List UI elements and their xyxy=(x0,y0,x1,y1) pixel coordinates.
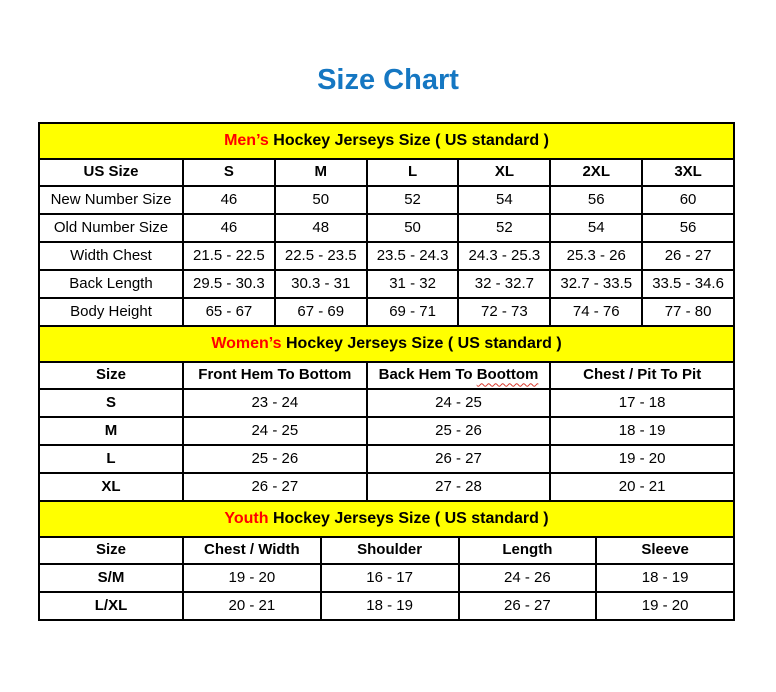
size-value-cell: 26 - 27 xyxy=(642,242,734,270)
page-title: Size Chart xyxy=(317,64,459,96)
table-row xyxy=(39,270,734,298)
table-row xyxy=(39,214,734,242)
size-value-cell: 30.3 - 31 xyxy=(275,270,367,298)
column-header: Chest / Pit To Pit xyxy=(550,362,734,389)
size-value-cell: 23 - 24 xyxy=(183,389,367,417)
table-row xyxy=(39,592,734,620)
size-value-cell: 24 - 25 xyxy=(183,417,367,445)
size-value-cell: 72 - 73 xyxy=(458,298,550,326)
column-header: XL xyxy=(458,159,550,186)
row-label: Body Height xyxy=(39,298,183,326)
size-value-cell: 23.5 - 24.3 xyxy=(367,242,459,270)
table-row xyxy=(39,389,734,417)
section-header: Men’s Hockey Jerseys Size ( US standard ) xyxy=(39,123,734,159)
row-label: Back Length xyxy=(39,270,183,298)
column-header-row xyxy=(39,537,734,564)
size-value-cell: 33.5 - 34.6 xyxy=(642,270,734,298)
youth-size-table xyxy=(38,500,735,621)
size-value-cell: 52 xyxy=(367,186,459,214)
size-value-cell: 46 xyxy=(183,214,275,242)
row-label: L/XL xyxy=(39,592,183,620)
column-header: Size xyxy=(39,537,183,564)
mens-size-table xyxy=(38,122,735,327)
size-value-cell: 19 - 20 xyxy=(550,445,734,473)
table-row xyxy=(39,417,734,445)
size-value-cell: 46 xyxy=(183,186,275,214)
column-header: 3XL xyxy=(642,159,734,186)
size-value-cell: 18 - 19 xyxy=(550,417,734,445)
size-value-cell: 26 - 27 xyxy=(183,473,367,501)
column-header: 2XL xyxy=(550,159,642,186)
column-header: L xyxy=(367,159,459,186)
misspelled-word: Boottom xyxy=(476,366,539,384)
size-value-cell: 69 - 71 xyxy=(367,298,459,326)
section-header: Youth Hockey Jerseys Size ( US standard ) xyxy=(39,501,734,537)
table-row xyxy=(39,186,734,214)
section-header-row xyxy=(39,326,734,362)
section-header-row xyxy=(39,501,734,537)
size-value-cell: 25 - 26 xyxy=(183,445,367,473)
size-value-cell: 65 - 67 xyxy=(183,298,275,326)
row-label: New Number Size xyxy=(39,186,183,214)
size-value-cell: 77 - 80 xyxy=(642,298,734,326)
size-value-cell: 56 xyxy=(550,186,642,214)
size-value-cell: 25 - 26 xyxy=(367,417,551,445)
section-header-row xyxy=(39,123,734,159)
section-highlight: Men’s xyxy=(224,132,269,150)
table-row xyxy=(39,473,734,501)
size-value-cell: 18 - 19 xyxy=(596,564,734,592)
size-value-cell: 18 - 19 xyxy=(321,592,459,620)
section-header: Women’s Hockey Jerseys Size ( US standard ) xyxy=(39,326,734,362)
row-label: Width Chest xyxy=(39,242,183,270)
size-value-cell: 19 - 20 xyxy=(183,564,321,592)
size-value-cell: 17 - 18 xyxy=(550,389,734,417)
row-label: Old Number Size xyxy=(39,214,183,242)
column-header: Chest / Width xyxy=(183,537,321,564)
size-value-cell: 20 - 21 xyxy=(183,592,321,620)
size-value-cell: 24 - 26 xyxy=(459,564,597,592)
column-header: Sleeve xyxy=(596,537,734,564)
size-value-cell: 26 - 27 xyxy=(459,592,597,620)
size-value-cell: 20 - 21 xyxy=(550,473,734,501)
table-row xyxy=(39,564,734,592)
size-chart-tables xyxy=(38,122,735,621)
size-value-cell: 74 - 76 xyxy=(550,298,642,326)
size-value-cell: 26 - 27 xyxy=(367,445,551,473)
size-value-cell: 19 - 20 xyxy=(596,592,734,620)
size-value-cell: 52 xyxy=(458,214,550,242)
column-header: Size xyxy=(39,362,183,389)
size-value-cell: 60 xyxy=(642,186,734,214)
size-value-cell: 56 xyxy=(642,214,734,242)
size-value-cell: 54 xyxy=(458,186,550,214)
size-value-cell: 24.3 - 25.3 xyxy=(458,242,550,270)
size-value-cell: 50 xyxy=(367,214,459,242)
table-row xyxy=(39,445,734,473)
column-header: Length xyxy=(459,537,597,564)
size-value-cell: 21.5 - 22.5 xyxy=(183,242,275,270)
row-label: L xyxy=(39,445,183,473)
size-value-cell: 67 - 69 xyxy=(275,298,367,326)
size-value-cell: 50 xyxy=(275,186,367,214)
size-value-cell: 32 - 32.7 xyxy=(458,270,550,298)
section-highlight: Youth xyxy=(224,510,269,528)
size-value-cell: 32.7 - 33.5 xyxy=(550,270,642,298)
row-label: S/M xyxy=(39,564,183,592)
column-header: Back Hem To Boottom xyxy=(367,362,551,389)
column-header: US Size xyxy=(39,159,183,186)
size-value-cell: 31 - 32 xyxy=(367,270,459,298)
row-label: XL xyxy=(39,473,183,501)
row-label: S xyxy=(39,389,183,417)
size-value-cell: 48 xyxy=(275,214,367,242)
size-value-cell: 29.5 - 30.3 xyxy=(183,270,275,298)
size-value-cell: 22.5 - 23.5 xyxy=(275,242,367,270)
column-header-row xyxy=(39,362,734,389)
column-header: S xyxy=(183,159,275,186)
row-label: M xyxy=(39,417,183,445)
column-header-row xyxy=(39,159,734,186)
table-row xyxy=(39,242,734,270)
size-value-cell: 16 - 17 xyxy=(321,564,459,592)
column-header: Front Hem To Bottom xyxy=(183,362,367,389)
size-value-cell: 54 xyxy=(550,214,642,242)
size-value-cell: 24 - 25 xyxy=(367,389,551,417)
column-header: Shoulder xyxy=(321,537,459,564)
size-value-cell: 25.3 - 26 xyxy=(550,242,642,270)
womens-size-table xyxy=(38,325,735,502)
section-highlight: Women’s xyxy=(211,335,282,353)
table-row xyxy=(39,298,734,326)
size-value-cell: 27 - 28 xyxy=(367,473,551,501)
column-header: M xyxy=(275,159,367,186)
